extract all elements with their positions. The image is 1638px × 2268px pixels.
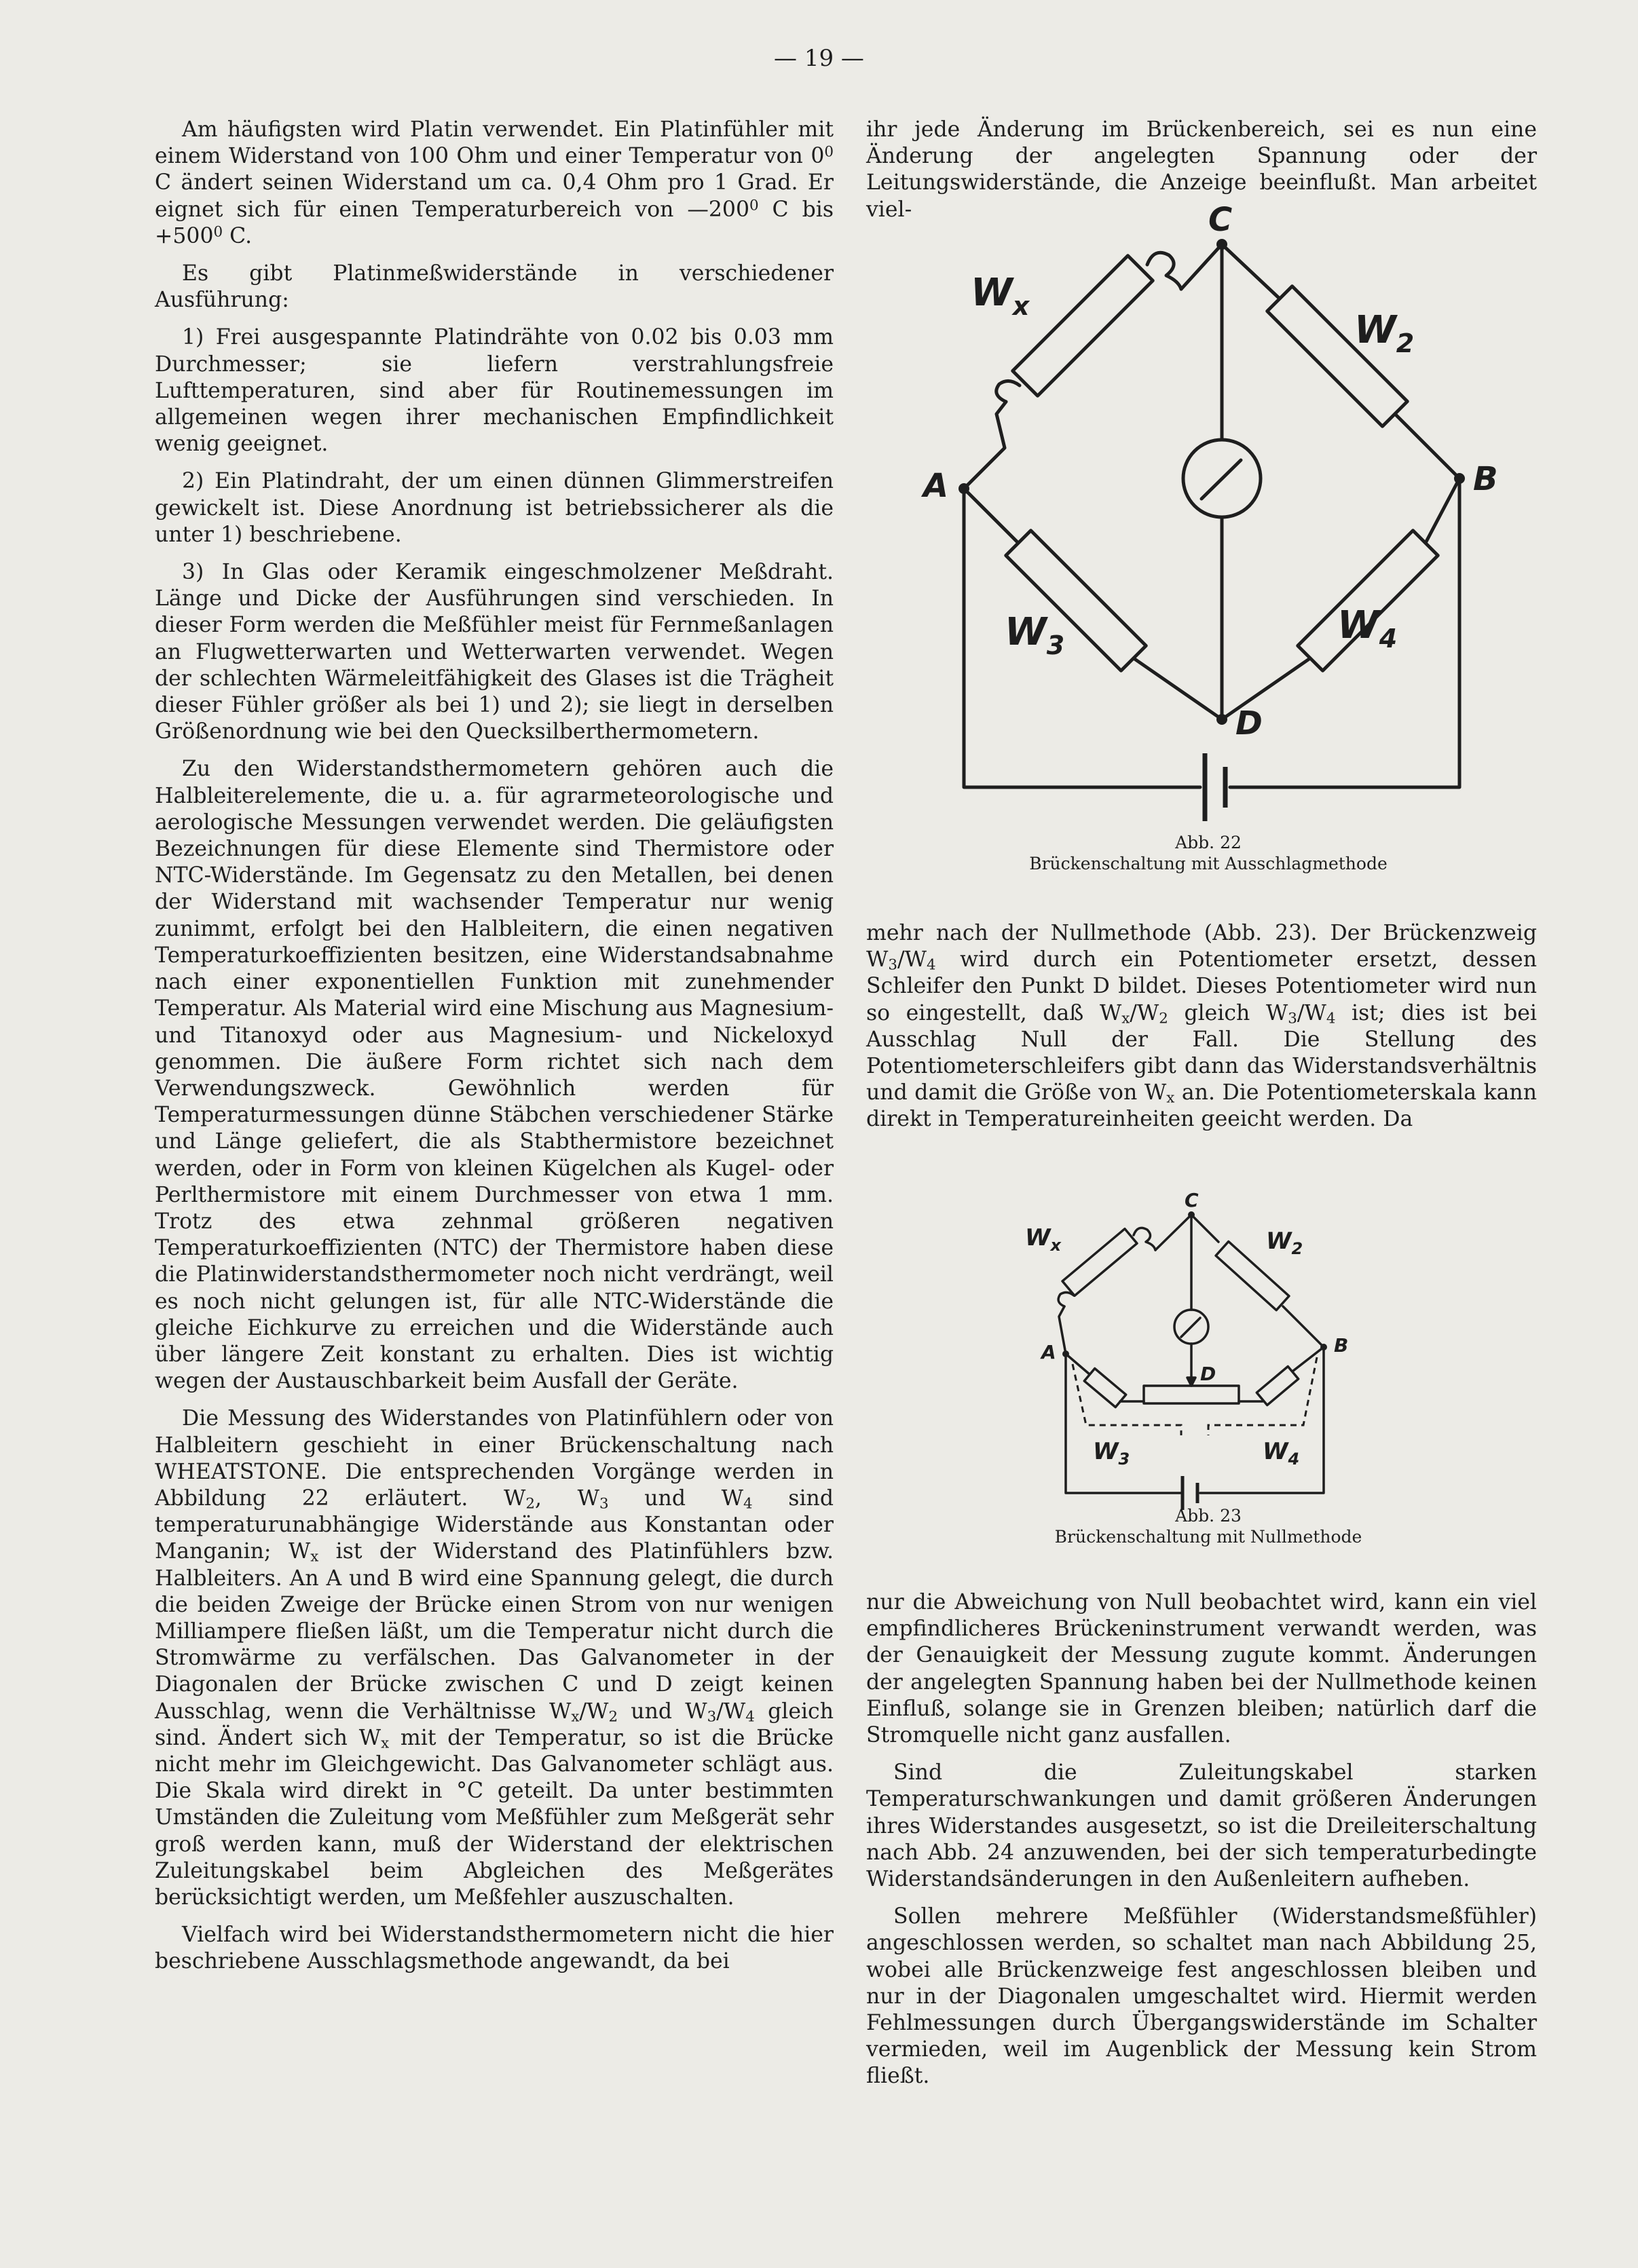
text-run: x: [310, 1549, 319, 1566]
supply-wire-right: [1200, 1347, 1324, 1493]
label-a: A: [1041, 1341, 1056, 1363]
label-a: A: [923, 467, 949, 505]
text-run: Sollen mehrere Meßfühler (Widerstandsmeßfühler) angeschlossen werden, so schaltet man nach Abbildung 25, wobei alle Brückenzweige fest angeschlossen bleiben und nur in der Diagonalen umgeschaltet wird. Hiermit werden Fehlmessungen durch Übergangswiderstände im Schalter vermieden, weil im Augenblick der Messung kein Strom fließt.: [866, 1904, 1537, 2089]
terminal-loop-upper: [1147, 252, 1181, 289]
terminal-loop-lower: [997, 381, 1020, 402]
text-run: /W: [1297, 1000, 1326, 1025]
node-c: [1216, 239, 1227, 250]
wire-w2-b: [1283, 1306, 1324, 1347]
text-run: 4: [743, 1495, 753, 1513]
label-b: B: [1334, 1334, 1349, 1357]
text-run: Sind die Zuleitungskabel starken Temperaturschwankungen und damit größeren Änderungen ihres Widerstandes ausgesetzt, so ist die Dreileiterschaltung nach Abb. 24 anzuwenden, bei der sich temperaturbedingte Widerstandsänderungen in den Außenleitern aufheben.: [866, 1760, 1537, 1892]
text-run: 3: [1288, 1010, 1297, 1027]
paragraph: [155, 261, 834, 314]
figure-22-title: Brückenschaltung mit Ausschlagmethode: [1029, 854, 1388, 873]
paragraph: [155, 559, 834, 745]
wire-w3-d: [1134, 658, 1222, 719]
paragraph: [155, 468, 834, 548]
wire-a-wx: [964, 402, 1006, 489]
figure-22-number: Abb. 22: [1175, 833, 1242, 852]
slider-arrow: [1187, 1378, 1195, 1386]
node-a: [958, 483, 969, 494]
label-w3: $W_3$: [1093, 1438, 1130, 1469]
paragraph: [155, 117, 834, 250]
wire-loop-c: [1181, 244, 1222, 289]
wire-a-wx: [1059, 1306, 1066, 1354]
resistor-wx: [1013, 256, 1153, 396]
text-run: mit der Temperatur, so ist die Brücke nicht mehr im Gleichgewicht. Das Galvanometer schlägt aus. Die Skala wird direkt in °C geteilt. Da unter bestimmten Umständen die Zuleitung vom Meßfühler zum Meßgerät sehr groß werden kann, muß der Widerstand der elektrischen Zuleitungskabel beim Abgleichen des Meßgerätes berücksichtigt werden, um Meßfehler auszuschalten.: [155, 1725, 834, 1910]
text-run: an. Die Potentiometerskala kann direkt in Temperatureinheiten geeicht werden. Da: [866, 1080, 1537, 1132]
text-run: ihr jede Änderung im Brückenbereich, sei es nun eine Änderung der angelegten Spannung oder der Leitungswiderstände, die Anzeige beeinflußt. Man arbeitet viel-: [866, 117, 1537, 222]
text-run: /W: [1130, 1000, 1159, 1025]
text-run: /W: [716, 1699, 746, 1724]
right-column-bottom: [866, 1589, 1537, 2101]
text-run: 3: [707, 1708, 717, 1726]
text-run: Am häufigsten wird Platin verwendet. Ein Platinfühler mit einem Widerstand von 100 Ohm und einer Temperatur von 0: [155, 117, 834, 169]
text-run: x: [381, 1735, 390, 1752]
w4-bracket: [1208, 1357, 1317, 1435]
paragraph: [866, 117, 1537, 223]
wire-c-w2: [1222, 244, 1280, 299]
text-run: 4: [927, 956, 936, 974]
text-run: 1) Frei ausgespannte Platindrähte von 0.02 bis 0.03 mm Durchmesser; sie liefern verstrahlungsfreie Lufttemperaturen, sind aber für Routinemessungen im allgemeinen wegen ihrer mechanischen Empfindlichkeit wenig geeignet.: [155, 325, 834, 457]
figure-22-caption: [876, 832, 1541, 874]
label-d: D: [1200, 1363, 1216, 1385]
text-run: 2: [525, 1495, 535, 1513]
text-run: /W: [897, 947, 927, 972]
wire-c-w2: [1191, 1215, 1218, 1242]
label-w2: $W_2$: [1354, 308, 1415, 358]
text-run: 4: [745, 1708, 755, 1726]
terminal-loop-upper: [1134, 1228, 1155, 1250]
text-run: 2) Ein Platindraht, der um einen dünnen Glimmerstreifen gewickelt ist. Diese Anordnung ist betriebssicherer als die unter 1) beschriebene.: [155, 469, 834, 547]
text-run: 0: [824, 143, 834, 161]
figure-22-bridge-diagram: [903, 201, 1514, 835]
text-run: 4: [1326, 1010, 1336, 1027]
wire-a-w3: [964, 489, 1018, 543]
paragraph: [155, 1405, 834, 1911]
text-run: und W: [618, 1699, 707, 1724]
text-run: gleich W: [1168, 1000, 1288, 1025]
resistor-w4: [1257, 1367, 1298, 1405]
label-d: D: [1235, 704, 1263, 742]
paragraph: [155, 1922, 834, 1975]
node-b: [1320, 1344, 1327, 1350]
label-c: C: [1208, 201, 1233, 239]
label-c: C: [1185, 1189, 1199, 1211]
galvanometer-needle: [1202, 460, 1241, 499]
text-run: 0: [749, 196, 759, 214]
figure-23-caption: [876, 1505, 1541, 1547]
left-column: [155, 117, 834, 1986]
label-b: B: [1473, 460, 1498, 498]
paragraph: [866, 1760, 1537, 1893]
label-w4: $W_4$: [1337, 603, 1398, 654]
text-run: /W: [579, 1699, 609, 1724]
wire-loop-c: [1155, 1215, 1191, 1250]
text-run: Vielfach wird bei Widerstandsthermometern nicht die hier beschriebene Ausschlagsmethode angewandt, da bei: [155, 1923, 834, 1974]
wire-w4-b: [1426, 478, 1459, 543]
text-run: x: [1121, 1010, 1130, 1027]
text-run: und W: [608, 1486, 744, 1511]
potentiometer: [1144, 1386, 1239, 1403]
wire-a-w3: [1066, 1354, 1090, 1374]
paragraph: [866, 920, 1537, 1133]
paragraph: [866, 1589, 1537, 1749]
figure-23-number: Abb. 23: [1175, 1506, 1242, 1526]
galvanometer-needle: [1181, 1318, 1200, 1337]
page-number: — 19 —: [774, 45, 864, 72]
text-run: C bis +500: [155, 197, 834, 248]
text-run: ist; dies ist bei Ausschlag Null der Fall. Die Stellung des Potentiometerschleifers gibt dann das Widerstandsverhältnis und damit die Größe von W: [866, 1000, 1537, 1105]
text-run: Zu den Widerstandsthermometern gehören auch die Halbleiterelemente, die u. a. für agrarmeteorologische und aerologische Messungen verwendet werden. Die geläufigsten Bezeichnungen für diese Elemente sind Thermistore oder NTC-Widerstände. Im Gegensatz zu den Metallen, bei denen der Widerstand mit wachsender Temperatur nur wenig zunimmt, erfolgt bei den Halbleitern, die einen negativen Temperaturkoeffizienten besitzen, eine Widerstandsabnahme nach einer exponentiellen Funktion mit zunehmender Temperatur. Als Material wird eine Mischung aus Magnesium- und Titanoxyd oder aus Magnesium- und Nickeloxyd genommen. Die äußere Form richtet sich nach dem Verwendungszweck. Gewöhnlich werden für Temperaturmessungen dünne Stäbchen verschiedener Stärke und Länge geliefert, die als Stabthermistore bezeichnet werden, oder in Form von kleinen Kügelchen als Kugel- oder Perlthermistore mit einem Durchmesser von etwa 1 mm. Trotz des etwa zehnmal größeren negativen Temperaturkoeffizienten (NTC) der Thermistore haben diese die Platinwiderstandsthermometer noch nicht verdrängt, weil es noch nicht gelungen ist, für alle NTC-Widerstände die gleiche Eichkurve zu erreichen und die Widerstände auch über längere Zeit konstant zu erhalten. Dies ist wichtig wegen der Austauschbarkeit beim Ausfall der Geräte.: [155, 757, 834, 1394]
text-run: sind temperaturunabhängige Widerstände aus Konstantan oder Manganin; W: [155, 1486, 834, 1564]
right-column-top: [866, 117, 1537, 234]
node-b: [1454, 473, 1465, 484]
figure-23-bridge-diagram: [984, 1167, 1405, 1520]
terminal-loop-lower: [1058, 1292, 1074, 1306]
text-run: Die Messung des Widerstandes von Platinfühlern oder von Halbleitern geschieht in einer Brückenschaltung nach WHEATSTONE. Die entsprechenden Vorgänge werden in Abbildung 22 erläutert. W: [155, 1406, 834, 1511]
text-run: C ändert seinen Widerstand um ca. 0,4 Ohm pro 1 Grad. Er eignet sich für einen Temperaturbereich von —200: [155, 170, 834, 222]
resistor-w2: [1267, 286, 1407, 426]
supply-wire-left: [1066, 1354, 1181, 1493]
text-run: Es gibt Platinmeßwiderstände in verschiedener Ausführung:: [155, 261, 834, 313]
label-wx: $W_x$: [971, 271, 1030, 321]
text-run: ist der Widerstand des Platinfühlers bzw. Halbleiters. An A und B wird eine Spannung gelegt, die durch die beiden Zweige der Brücke einen Strom von nur wenigen Milliampere fließen läßt, um die Temperatur nicht durch die Stromwärme zu verfälschen. Das Galvanometer in der Diagonalen der Brücke zwischen C und D zeigt keinen Ausschlag, wenn die Verhältnisse W: [155, 1539, 834, 1724]
wire-w4-b: [1293, 1347, 1324, 1371]
text-run: nur die Abweichung von Null beobachtet wird, kann ein viel empfindlicheres Brückeninstrument verwandt werden, was der Genauigkeit der Messung zugute kommt. Änderungen der angelegten Spannung haben bei der Nullmethode keinen Einfluß, solange sie in Grenzen bleiben; natürlich darf die Stromquelle nicht ganz ausfallen.: [866, 1590, 1537, 1748]
resistor-w4: [1298, 531, 1438, 670]
text-run: , W: [534, 1486, 600, 1511]
resistor-wx: [1062, 1229, 1137, 1296]
node-a: [1062, 1350, 1069, 1357]
text-run: x: [1166, 1089, 1175, 1107]
text-run: C.: [223, 223, 253, 248]
paragraph: [866, 1904, 1537, 2090]
text-run: 0: [213, 223, 223, 241]
supply-wire-left: [964, 489, 1200, 787]
label-w2: $W_2$: [1266, 1228, 1303, 1258]
node-d: [1216, 714, 1227, 725]
wire-w2-b: [1395, 414, 1459, 478]
right-column-middle: [866, 920, 1537, 1144]
text-run: 2: [1159, 1010, 1168, 1027]
text-run: mehr nach der Nullmethode (Abb. 23). Der Brückenzweig W: [866, 921, 1537, 972]
text-run: 2: [608, 1708, 618, 1726]
text-run: gleich sind. Ändert sich W: [155, 1699, 834, 1750]
figure-23-title: Brückenschaltung mit Nullmethode: [1054, 1527, 1362, 1547]
text-run: x: [571, 1708, 580, 1726]
text-run: 3: [888, 956, 898, 974]
paragraph: [155, 756, 834, 1395]
label-w4: $W_4$: [1263, 1438, 1300, 1469]
paragraph: [155, 324, 834, 457]
text-run: wird durch ein Potentiometer ersetzt, dessen Schleifer den Punkt D bildet. Dieses Potentiometer wird nun so eingestellt, daß W: [866, 947, 1537, 1025]
text-run: 3) In Glas oder Keramik eingeschmolzener Meßdraht. Länge und Dicke der Ausführungen sind verschieden. In dieser Form werden die Meßfühler meist für Fernmeßanlagen an Flugwetterwarten und Wetterwarten verwendet. Wegen der schlechten Wärmeleitfähigkeit des Glases ist die Trägheit dieser Fühler größer als bei 1) und 2); sie liegt in derselben Größenordnung wie bei den Quecksilberthermometern.: [155, 560, 834, 744]
text-run: 3: [599, 1495, 609, 1513]
label-w3: $W_3$: [1005, 610, 1065, 660]
node-c: [1188, 1211, 1195, 1218]
label-wx: $W_x$: [1025, 1224, 1061, 1255]
